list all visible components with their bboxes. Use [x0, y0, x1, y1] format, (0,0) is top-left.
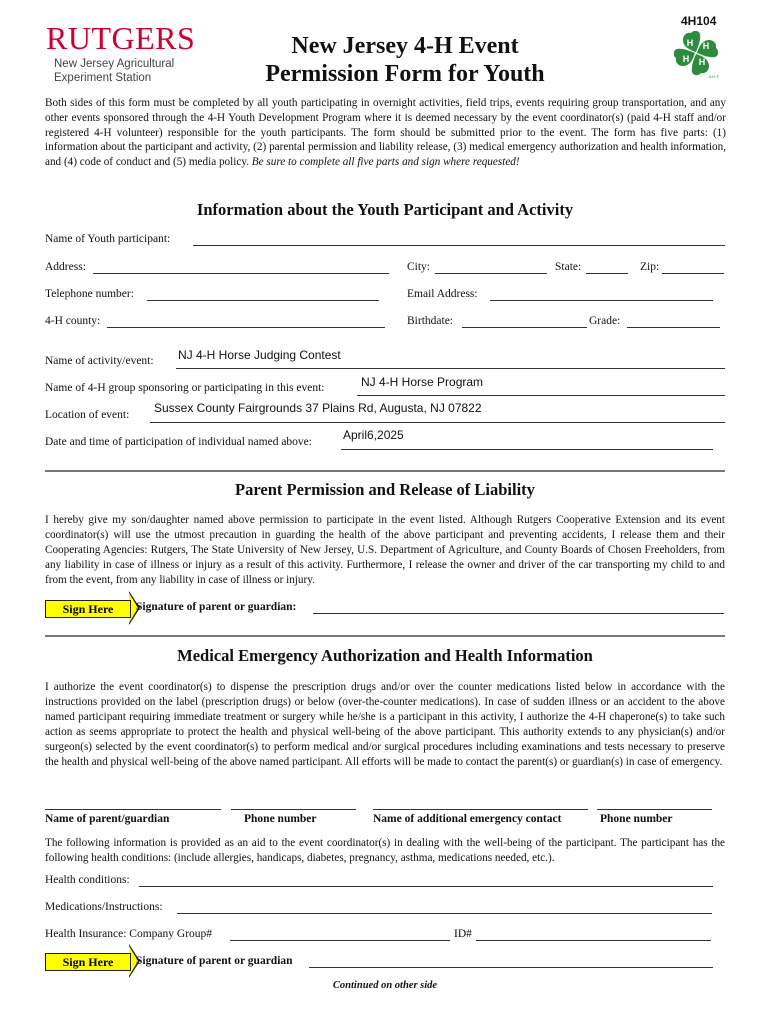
group-value: NJ 4-H Horse Program [361, 375, 484, 389]
medical-signature-field[interactable] [309, 956, 713, 968]
clover-mark: 4-H © [708, 74, 720, 79]
sign-here-marker [45, 944, 145, 978]
clover-letter: H [702, 41, 710, 51]
medications-label: Medications/Instructions: [45, 901, 163, 913]
section-heading-medical: Medical Emergency Authorization and Health Information [177, 646, 593, 665]
additional-contact-field[interactable] [373, 798, 588, 810]
additional-contact-label: Name of additional emergency contact [373, 813, 562, 825]
zip-field[interactable] [662, 262, 724, 274]
section-heading-participant: Information about the Youth Participant and Activity [196, 200, 574, 219]
clover-letter: H [682, 54, 690, 64]
youth-name-label: Name of Youth participant: [45, 233, 171, 245]
date-label: Date and time of participation of individual named above: [45, 436, 312, 448]
address-label: Address: [45, 261, 86, 273]
state-field[interactable] [586, 262, 628, 274]
grade-label: Grade: [589, 315, 621, 327]
county-label: 4-H county: [45, 315, 101, 327]
county-field[interactable] [107, 316, 385, 328]
title-line-2: Permission Form for Youth [265, 61, 545, 87]
clover-letter: H [698, 57, 706, 67]
sign-here-label: Sign Here [45, 953, 131, 971]
health-conditions-field[interactable] [139, 875, 713, 887]
insurance-label: Health Insurance: Company Group# [45, 928, 213, 940]
medical-paragraph: I authorize the event coordinator(s) to dispense the prescription drugs and/or over the counter medications listed below in accordance with the instructions provided on the label (prescription drugs) or below (over-the-counter medications). In case of sudden illness or an accident to the above named participant requiring immediate treatment or surgery while he/she is a participant in this activity, I authorize the 4-H chaperone(s) to take such action as seems appropriate to protect the health and physical well-being of the above participant. This authority extends to any physician(s) and/or surgeon(s) selected by the event coordinator(s) to perform medical and/or surgical procedures including examinations and tests necessary to preserve the health and physical well-being of the above named participant. All efforts will be made to contact the parent(s) or guardian(s) in case of emergency. [45, 681, 725, 768]
section-divider [45, 470, 725, 472]
city-field[interactable] [435, 262, 547, 274]
section-divider [45, 635, 725, 637]
location-value: Sussex County Fairgrounds 37 Plains Rd, Augusta, NJ 07822 [154, 401, 482, 415]
group-label: Name of 4-H group sponsoring or participating in this event: [45, 382, 325, 394]
phone-number-label: Phone number [244, 813, 317, 825]
continued-note: Continued on other side [332, 980, 438, 991]
date-value: April6,2025 [343, 428, 404, 442]
parent-name-label: Name of parent/guardian [45, 813, 170, 825]
parent-signature-label: Signature of parent or guardian: [136, 601, 297, 613]
medical-signature-label: Signature of parent or guardian [136, 955, 293, 967]
parent-name-field[interactable] [45, 798, 221, 810]
parent-signature-field[interactable] [313, 602, 724, 614]
rutgers-logo [46, 22, 195, 85]
title-line-1: New Jersey 4-H Event [291, 33, 519, 59]
insurance-group-field[interactable] [230, 929, 450, 941]
parent-phone-field[interactable] [231, 798, 356, 810]
health-info-paragraph: The following information is provided as an aid to the event coordinator(s) in dealing with the well-being of the participant. The participant has the following health conditions: (include allergies, handicaps, diabetes, pregnancy, asthma, medications needed, etc.). [45, 837, 725, 864]
insurance-id-field[interactable] [476, 929, 711, 941]
additional-phone-label: Phone number [600, 813, 673, 825]
birthdate-field[interactable] [462, 316, 587, 328]
telephone-label: Telephone number: [45, 288, 134, 300]
insurance-id-label: ID# [454, 928, 472, 940]
email-field[interactable] [490, 289, 713, 301]
sign-here-marker [45, 591, 145, 625]
additional-phone-field[interactable] [597, 798, 712, 810]
page-title [210, 32, 600, 88]
logo-subtitle-1: New Jersey Agricultural [54, 58, 175, 70]
medications-field[interactable] [177, 902, 712, 914]
zip-label: Zip: [640, 261, 660, 273]
intro-text: Both sides of this form must be completed by all youth participating in overnight activities, field trips, events requiring group transportation, and any other events sponsored through the 4-H Youth Development Program where it is deemed necessary by the event coordinator(s) (paid 4-H staff and/or registered 4-H volunteer) responsible for the youth participants. The form should be submitted prior to the event. The form has five parts: (1) information about the participant and activity, (2) parental permission and liability release, (3) medical emergency authorization and health information, and (4) code of conduct and (5) media policy. [45, 97, 726, 169]
email-label: Email Address: [407, 288, 478, 300]
logo-wordmark: RUTGERS [46, 20, 196, 56]
activity-label: Name of activity/event: [45, 355, 154, 367]
form-code: 4H104 [681, 14, 717, 28]
intro-paragraph [45, 96, 726, 170]
youth-name-field[interactable] [193, 234, 725, 246]
clover-letter: H [686, 38, 694, 48]
liability-paragraph: I hereby give my son/daughter named above permission to participate in the event listed. Although Rutgers Cooperative Extension and its event coordinator(s) will use the utmost precaution in guarding the health of the above participant and preventing accidents, I release them and their Cooperating Agencies: Rutgers, The State University of New Jersey, U.S. Department of Agriculture, and County Boards of Chosen Freeholders, from any liability in case of illness or injury as a result of this activity. Furthermore, I release the owner and driver of the car transporting my child to and from the event, from any liability in case of illness or injury. [45, 514, 725, 586]
city-label: City: [407, 261, 431, 273]
health-conditions-label: Health conditions: [45, 874, 130, 886]
section-heading-permission: Parent Permission and Release of Liability [235, 480, 535, 499]
intro-emphasis: Be sure to complete all five parts and sign where requested! [251, 156, 520, 169]
address-field[interactable] [93, 262, 389, 274]
sign-here-label: Sign Here [45, 600, 131, 618]
logo-subtitle-2: Experiment Station [54, 72, 152, 84]
state-label: State: [555, 261, 582, 273]
grade-field[interactable] [627, 316, 720, 328]
activity-value: NJ 4-H Horse Judging Contest [178, 348, 341, 362]
clover-4h-icon [670, 27, 722, 79]
birthdate-label: Birthdate: [407, 315, 453, 327]
telephone-field[interactable] [147, 289, 379, 301]
location-label: Location of event: [45, 409, 130, 421]
